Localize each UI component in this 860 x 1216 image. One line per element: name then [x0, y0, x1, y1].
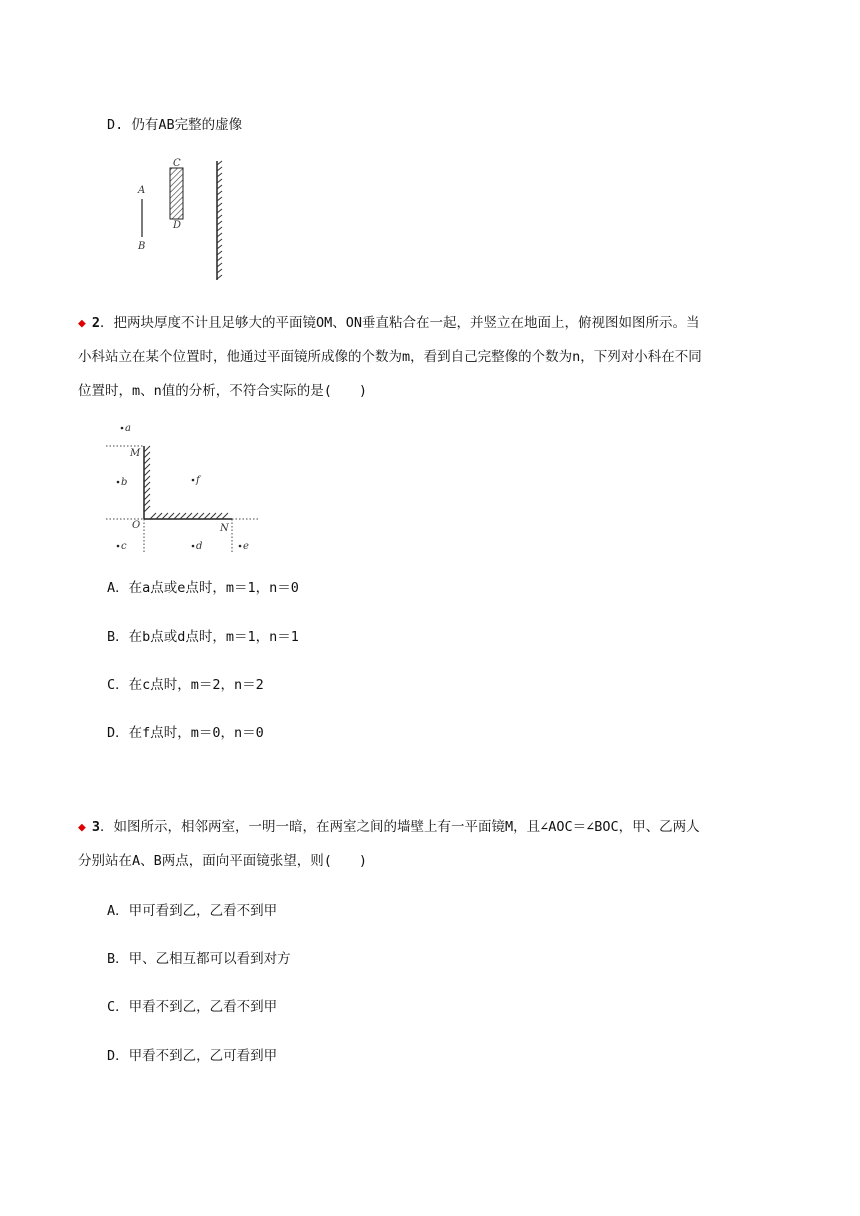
- q3-stem-line-1: [78, 815, 700, 835]
- q1-figure: [128, 155, 238, 285]
- q2-label-f: f: [196, 475, 200, 486]
- q2-option-c: C．在c点时，m＝2，n＝2: [107, 677, 264, 693]
- q1-option-d: D. 仍有AB完整的虚像: [107, 117, 243, 133]
- q2-text-1: ．把两块厚度不计且足够大的平面镜OM、ON垂直粘合在一起，并竖立在地面上，俯视图如图所示。当: [99, 315, 700, 331]
- q1-label-d: D: [173, 220, 182, 231]
- q2-stem-line-3: 位置时，m、n值的分析，不符合实际的是( ): [78, 383, 368, 399]
- q2-stem-line-2: 小科站立在某个位置时，他通过平面镜所成像的个数为m，看到自己完整像的个数为n，下列对小科在不同: [78, 349, 702, 365]
- q3-number: 3: [91, 819, 100, 835]
- q2-point-c: [117, 545, 120, 548]
- q3-option-b: B．甲、乙相互都可以看到对方: [107, 951, 291, 967]
- q2-label-b: b: [121, 477, 128, 488]
- q2-figure-svg: [100, 414, 270, 562]
- q3-option-d: D．甲看不到乙，乙可看到甲: [107, 1048, 278, 1064]
- q1-label-c: C: [173, 158, 181, 169]
- q2-figure: [100, 414, 270, 562]
- diamond-marker-icon: ◆: [78, 316, 86, 331]
- q2-mirror-om: [144, 446, 150, 519]
- q2-label-a: a: [125, 423, 131, 434]
- q2-point-a: [121, 427, 124, 430]
- q1-label-b: B: [138, 241, 146, 252]
- q2-point-d: [192, 545, 195, 548]
- q1-mirror: [217, 161, 222, 280]
- q2-stem-line-1: [78, 311, 699, 331]
- q2-option-a: A．在a点或e点时，m＝1，n＝0: [107, 580, 299, 596]
- q2-point-f: [192, 479, 195, 482]
- q2-number: 2: [91, 315, 100, 331]
- q2-label-d: d: [196, 541, 203, 552]
- q2-label-o: O: [132, 520, 141, 531]
- q3-option-c: C．甲看不到乙，乙看不到甲: [107, 999, 278, 1015]
- q2-label-n: N: [220, 523, 229, 534]
- q2-option-d: D．在f点时，m＝0，n＝0: [107, 725, 264, 741]
- q2-point-e: [239, 545, 242, 548]
- q1-label-a: A: [138, 185, 146, 196]
- q2-label-e: e: [243, 541, 249, 552]
- diamond-marker-icon: ◆: [78, 820, 86, 835]
- q3-option-a: A．甲可看到乙，乙看不到甲: [107, 903, 278, 919]
- q2-option-b: B．在b点或d点时，m＝1，n＝1: [107, 629, 299, 645]
- q1-figure-svg: [128, 155, 238, 285]
- q1-board-cd: [170, 168, 183, 219]
- q2-point-b: [117, 481, 120, 484]
- q3-text-1: ．如图所示，相邻两室，一明一暗，在两室之间的墙壁上有一平面镜M，且∠AOC＝∠BOC，甲、乙两人: [99, 819, 700, 835]
- q2-label-c: c: [121, 541, 127, 552]
- q2-mirror-on: [144, 513, 232, 519]
- q2-label-m: M: [130, 448, 141, 459]
- q3-stem-line-2: 分别站在A、B两点，面向平面镜张望，则( ): [78, 853, 368, 869]
